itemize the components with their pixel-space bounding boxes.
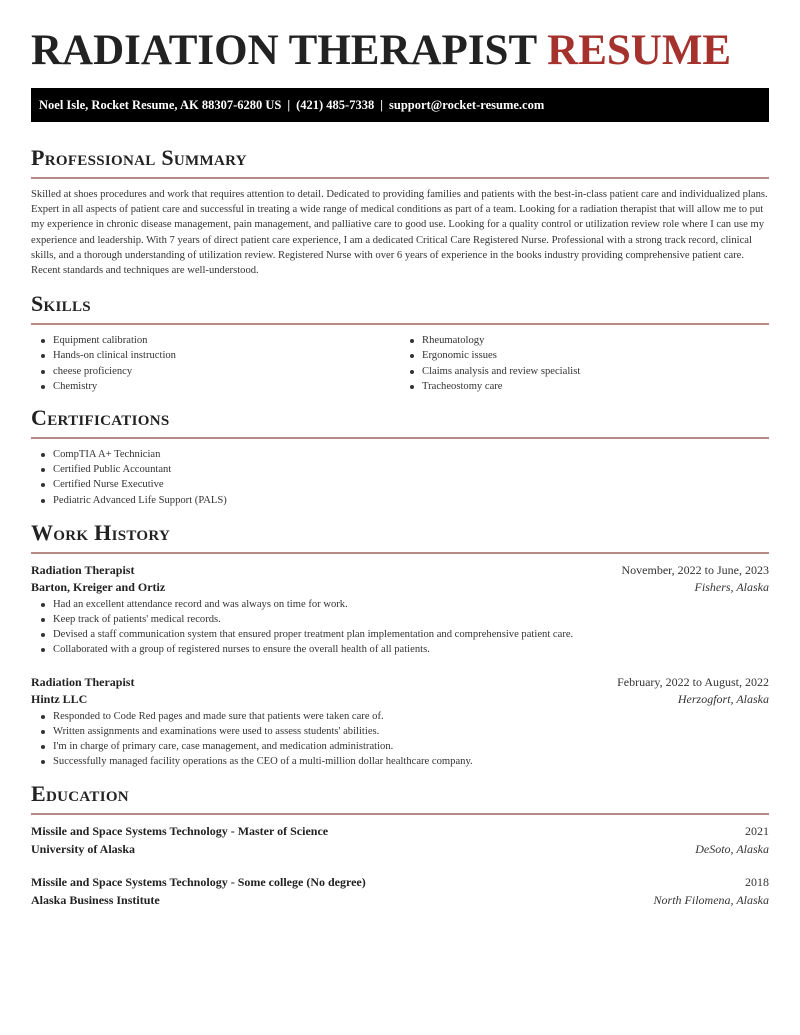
summary-section <box>31 145 769 278</box>
job-bullet: Responded to Code Red pages and made sure that patients were taken care of. <box>53 709 769 724</box>
job-bullet: Keep track of patients' medical records. <box>53 612 769 627</box>
job-title: Radiation Therapist <box>31 674 135 689</box>
education-entry <box>31 874 769 909</box>
education-year: 2018 <box>745 875 769 890</box>
skill-item: cheese proficiency <box>53 364 400 379</box>
certification-item: CompTIA A+ Technician <box>53 447 769 462</box>
education-degree-row <box>31 823 769 841</box>
skills-section <box>31 291 769 394</box>
job-bullet: Devised a staff communication system that ensured proper treatment plan implementation and comprehensive patient care. <box>53 627 769 642</box>
skill-item: Tracheostomy care <box>422 379 769 394</box>
section-divider <box>31 323 769 325</box>
certification-item: Pediatric Advanced Life Support (PALS) <box>53 493 769 508</box>
job-location: Herzogfort, Alaska <box>677 692 769 707</box>
job-company-row <box>31 691 769 709</box>
title-accent: RESUME <box>547 27 732 74</box>
section-divider <box>31 177 769 179</box>
job-dates: February, 2022 to August, 2022 <box>617 674 769 689</box>
education-school: University of Alaska <box>31 841 136 856</box>
section-heading-summary: Professional Summary <box>31 145 247 170</box>
education-section <box>31 781 769 909</box>
contact-separator: | <box>287 98 291 112</box>
skills-grid <box>31 333 769 394</box>
job-company-row <box>31 579 769 597</box>
job-bullets <box>31 597 769 658</box>
skill-item: Hands-on clinical instruction <box>53 348 400 363</box>
section-heading-education: Education <box>31 781 129 807</box>
job-title-row <box>31 674 769 692</box>
skill-item: Claims analysis and review specialist <box>422 364 769 379</box>
education-location: North Filomena, Alaska <box>653 892 769 907</box>
job-bullet: Had an excellent attendance record and was always on time for work. <box>53 597 769 612</box>
contact-bar <box>31 88 769 122</box>
contact-phone: (421) 485-7338 <box>296 98 375 112</box>
education-location: DeSoto, Alaska <box>695 841 769 856</box>
job-bullet: Written assignments and examinations were used to assess students' abilities. <box>53 724 769 739</box>
job-dates: November, 2022 to June, 2023 <box>621 562 769 577</box>
skill-item: Equipment calibration <box>53 333 400 348</box>
education-school-row <box>31 841 769 859</box>
skill-item: Chemistry <box>53 379 400 394</box>
contact-email: support@rocket-resume.com <box>389 98 545 112</box>
certification-item: Certified Nurse Executive <box>53 477 769 492</box>
skill-item: Rheumatology <box>422 333 769 348</box>
education-school: Alaska Business Institute <box>31 892 160 907</box>
job-company: Barton, Kreiger and Ortiz <box>31 580 166 595</box>
skills-list-right <box>400 333 769 394</box>
job-entry <box>31 562 769 658</box>
education-school-row <box>31 892 769 910</box>
section-heading-skills: Skills <box>31 291 91 317</box>
skills-list-left <box>31 333 400 394</box>
job-bullet: I'm in charge of primary care, case management, and medication administration. <box>53 739 769 754</box>
summary-text: Skilled at shoes procedures and work that requires attention to detail. Dedicated to providing families and patients with the best-in-class patient care and individualized plans. Expert in all aspects of patient care and successful in treating a wide range of medical conditions as part of a team. Looking for a radiation therapist that will allow me to put my experience in chronic disease management, pain management, and palliative care to good use. Looking for a quality control or utilization review role where I can use my experience and leadership. With 7 years of direct patient care experience, I am a dedicated Critical Care Registered Nurse. Professional with a strong track record, clinical skills, and a thorough understanding of utilization review. Registered Nurse with over 6 years of experience in the books industry providing comprehensive patient care. Recent standards and techniques are well-understood. <box>31 189 768 277</box>
resume-title <box>31 0 769 74</box>
job-title-row <box>31 562 769 580</box>
education-degree: Missile and Space Systems Technology - Master of Science <box>31 824 329 839</box>
title-main: RADIATION THERAPIST <box>31 27 537 74</box>
job-bullet: Collaborated with a group of registered nurses to ensure the overall health of all patients. <box>53 642 769 657</box>
section-divider <box>31 813 769 815</box>
contact-separator: | <box>380 98 383 112</box>
job-bullet: Successfully managed facility operations as the CEO of a multi-million dollar healthcare company. <box>53 754 769 769</box>
education-year: 2021 <box>745 824 769 839</box>
certifications-list <box>31 447 769 508</box>
section-heading-work-history: Work History <box>31 519 171 545</box>
job-company: Hintz LLC <box>31 692 88 707</box>
section-divider <box>31 552 769 554</box>
work-history-section <box>31 520 769 770</box>
job-entry <box>31 674 769 770</box>
certifications-section <box>31 405 769 508</box>
education-degree-row <box>31 874 769 892</box>
education-degree: Missile and Space Systems Technology - Some college (No degree) <box>31 875 366 890</box>
certification-item: Certified Public Accountant <box>53 462 769 477</box>
education-entry <box>31 823 769 858</box>
job-location: Fishers, Alaska <box>694 580 769 595</box>
job-title: Radiation Therapist <box>31 562 135 577</box>
job-bullets <box>31 709 769 770</box>
contact-address: Noel Isle, Rocket Resume, AK 88307-6280 US <box>39 98 282 112</box>
skill-item: Ergonomic issues <box>422 348 769 363</box>
section-divider <box>31 437 769 439</box>
section-heading-certifications: Certifications <box>31 405 170 431</box>
